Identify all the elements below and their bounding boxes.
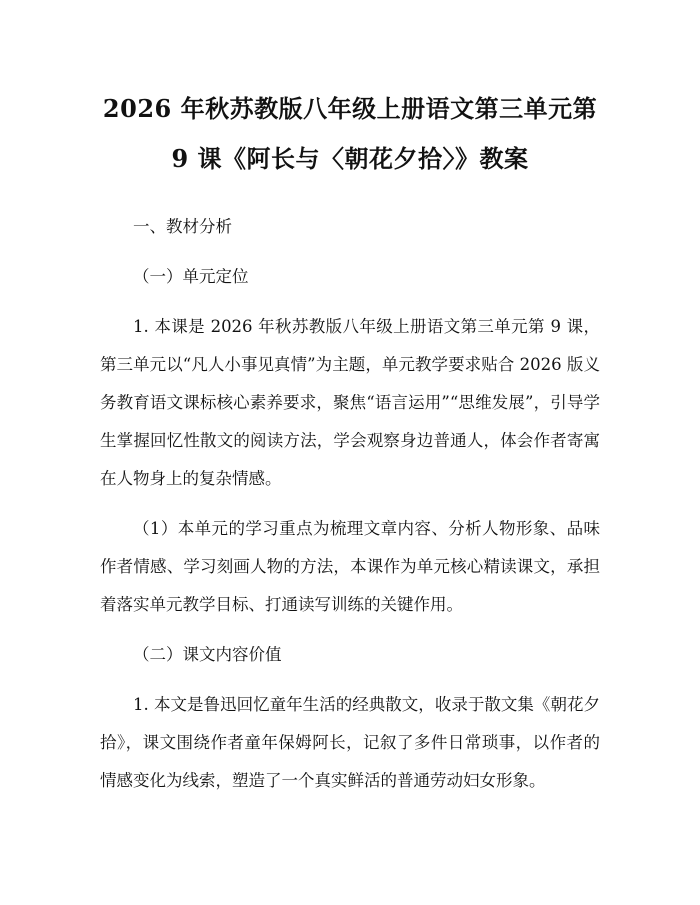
document-body: [100, 208, 600, 800]
section-heading-textbook-analysis: 一、教材分析: [133, 217, 232, 236]
paragraph-unit-overview: 1. 本课是 2026 年秋苏教版八年级上册语文第三单元第 9 课，第三单元以“凡人小事见真情”为主题，单元教学要求贴合 2026 版义务教育语文课标核心素养要求，聚焦“语言运用”“思维发展”，引导学生掌握回忆性散文的阅读方法，学会观察身边普通人，体会作者寄寓在人物身上的复杂情感。: [100, 317, 600, 488]
title-line-2: 9 课《阿长与〈朝花夕拾〉》教案: [171, 144, 529, 173]
subsection-heading-unit-positioning: （一）单元定位: [133, 267, 249, 286]
paragraph-text-summary: 1. 本文是鲁迅回忆童年生活的经典散文，收录于散文集《朝花夕拾》，课文围绕作者童年保姆阿长，记叙了多件日常琐事，以作者的情感变化为线索，塑造了一个真实鲜活的普通劳动妇女形象。: [100, 695, 600, 790]
title-line-1: 2026 年秋苏教版八年级上册语文第三单元第: [102, 94, 598, 123]
document-title: [100, 84, 600, 184]
paragraph-unit-focus: （1）本单元的学习重点为梳理文章内容、分析人物形象、品味作者情感、学习刻画人物的方法，本课作为单元核心精读课文，承担着落实单元教学目标、打通读写训练的关键作用。: [100, 519, 600, 614]
subsection-heading-text-value: （二）课文内容价值: [133, 645, 282, 664]
